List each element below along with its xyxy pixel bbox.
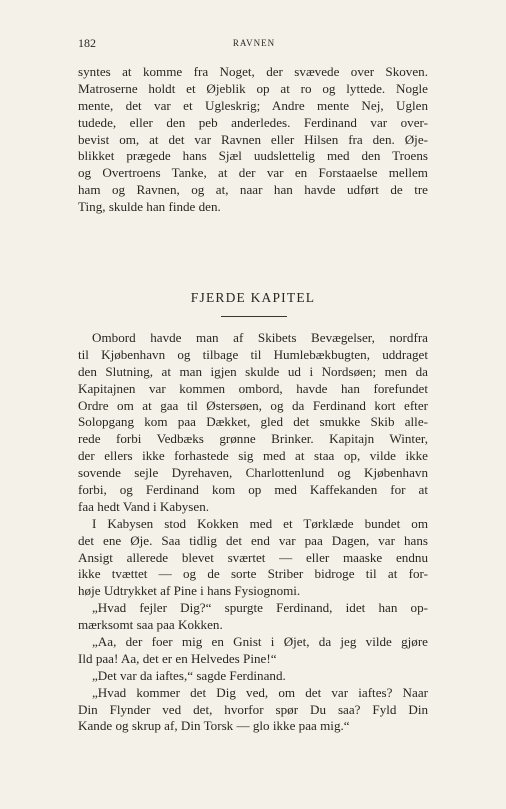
text-line: Din Flynder ved det, hvorfor spør Du saa? Fyld Din xyxy=(78,701,428,717)
text-line: rede forbi Vedbæks grønne Brinker. Kapitajn Winter, xyxy=(78,431,428,447)
opening-paragraph xyxy=(78,64,428,216)
text-line: til Kjøbenhavn og tilbage til Humlebækbugten, uddraget xyxy=(78,346,428,362)
text-line: mærksomt saa paa Kokken. xyxy=(78,617,223,633)
text-line: „Hvad fejler Dig?“ spurgte Ferdinand, idet han op- xyxy=(92,600,428,616)
chapter-divider-rule xyxy=(221,316,287,317)
text-line: og Overtroens Tanke, at der var en Forstaaelse mellem xyxy=(78,165,428,181)
text-line: ikke tvættet — og de sorte Striber bidroge til at for- xyxy=(78,566,428,582)
page-number: 182 xyxy=(78,36,96,50)
text-line: høje Udtrykket af Pine i hans Fysiognomi. xyxy=(78,583,301,599)
text-line: Ting, skulde han finde den. xyxy=(78,199,221,215)
running-title: RAVNEN xyxy=(232,38,276,48)
running-head xyxy=(78,36,430,50)
text-line: faa hedt Vand i Kabysen. xyxy=(78,498,210,514)
text-line: sovende sejle Dyrehaven, Charlottenlund og Kjøbenhavn xyxy=(78,465,428,481)
text-line: Kande og skrup af, Din Torsk — glo ikke paa mig.“ xyxy=(78,718,350,734)
text-line: der ellers ikke forhastede sig med at staa op, vilde ikke xyxy=(78,448,428,464)
chapter-heading: FJERDE KAPITEL xyxy=(190,290,316,305)
chapter-body xyxy=(78,330,428,735)
text-line: det ene Øje. Saa tidlig det end var paa Dagen, var hans xyxy=(78,532,428,548)
text-line: syntes at komme fra Noget, der svævede over Skoven. xyxy=(78,64,428,79)
text-line: Ild paa! Aa, det er en Helvedes Pine!“ xyxy=(78,650,277,666)
text-line: „Det var da iaftes,“ sagde Ferdinand. xyxy=(92,667,286,683)
text-line: mente, det var et Ugleskrig; Andre mente Nej, Uglen xyxy=(78,97,428,113)
text-line: Kapitajnen var kommen ombord, havde han forefundet xyxy=(78,380,428,396)
text-line: „Aa, der foer mig en Gnist i Øjet, da jeg vilde gjøre xyxy=(92,634,428,650)
text-line: blikket prægede hans Sjæl uudslettelig med den Troens xyxy=(78,148,428,164)
text-line: Ordre om at gaa til Østersøen, og da Ferdinand kort efter xyxy=(78,397,428,413)
text-line: Ombord havde man af Skibets Bevægelser, nordfra xyxy=(92,330,428,345)
text-line: Ansigt allerede blevet sværtet — eller maaske endnu xyxy=(78,549,428,565)
text-line: „Hvad kommer det Dig ved, om det var iaftes? Naar xyxy=(92,684,428,700)
text-line: bevist om, at det var Ravnen eller Hilsen fra den. Øje- xyxy=(78,131,428,147)
text-line: ham og Ravnen, og at, naar han havde udført de tre xyxy=(78,182,428,198)
text-line: I Kabysen stod Kokken med et Tørklæde bundet om xyxy=(92,515,428,531)
text-line: forbi, og Ferdinand kom op med Kaffekanden for at xyxy=(78,482,428,498)
text-line: den Slutning, at man igjen skulde ud i Nordsøen; men da xyxy=(78,363,428,379)
text-line: Matroserne holdt et Øjeblik op at ro og lyttede. Nogle xyxy=(78,80,428,96)
text-line: tudede, eller den peb anderledes. Ferdinand var over- xyxy=(78,114,428,130)
text-line: Solopgang kom paa Dækket, gled det smukke Skib alle- xyxy=(78,414,428,430)
